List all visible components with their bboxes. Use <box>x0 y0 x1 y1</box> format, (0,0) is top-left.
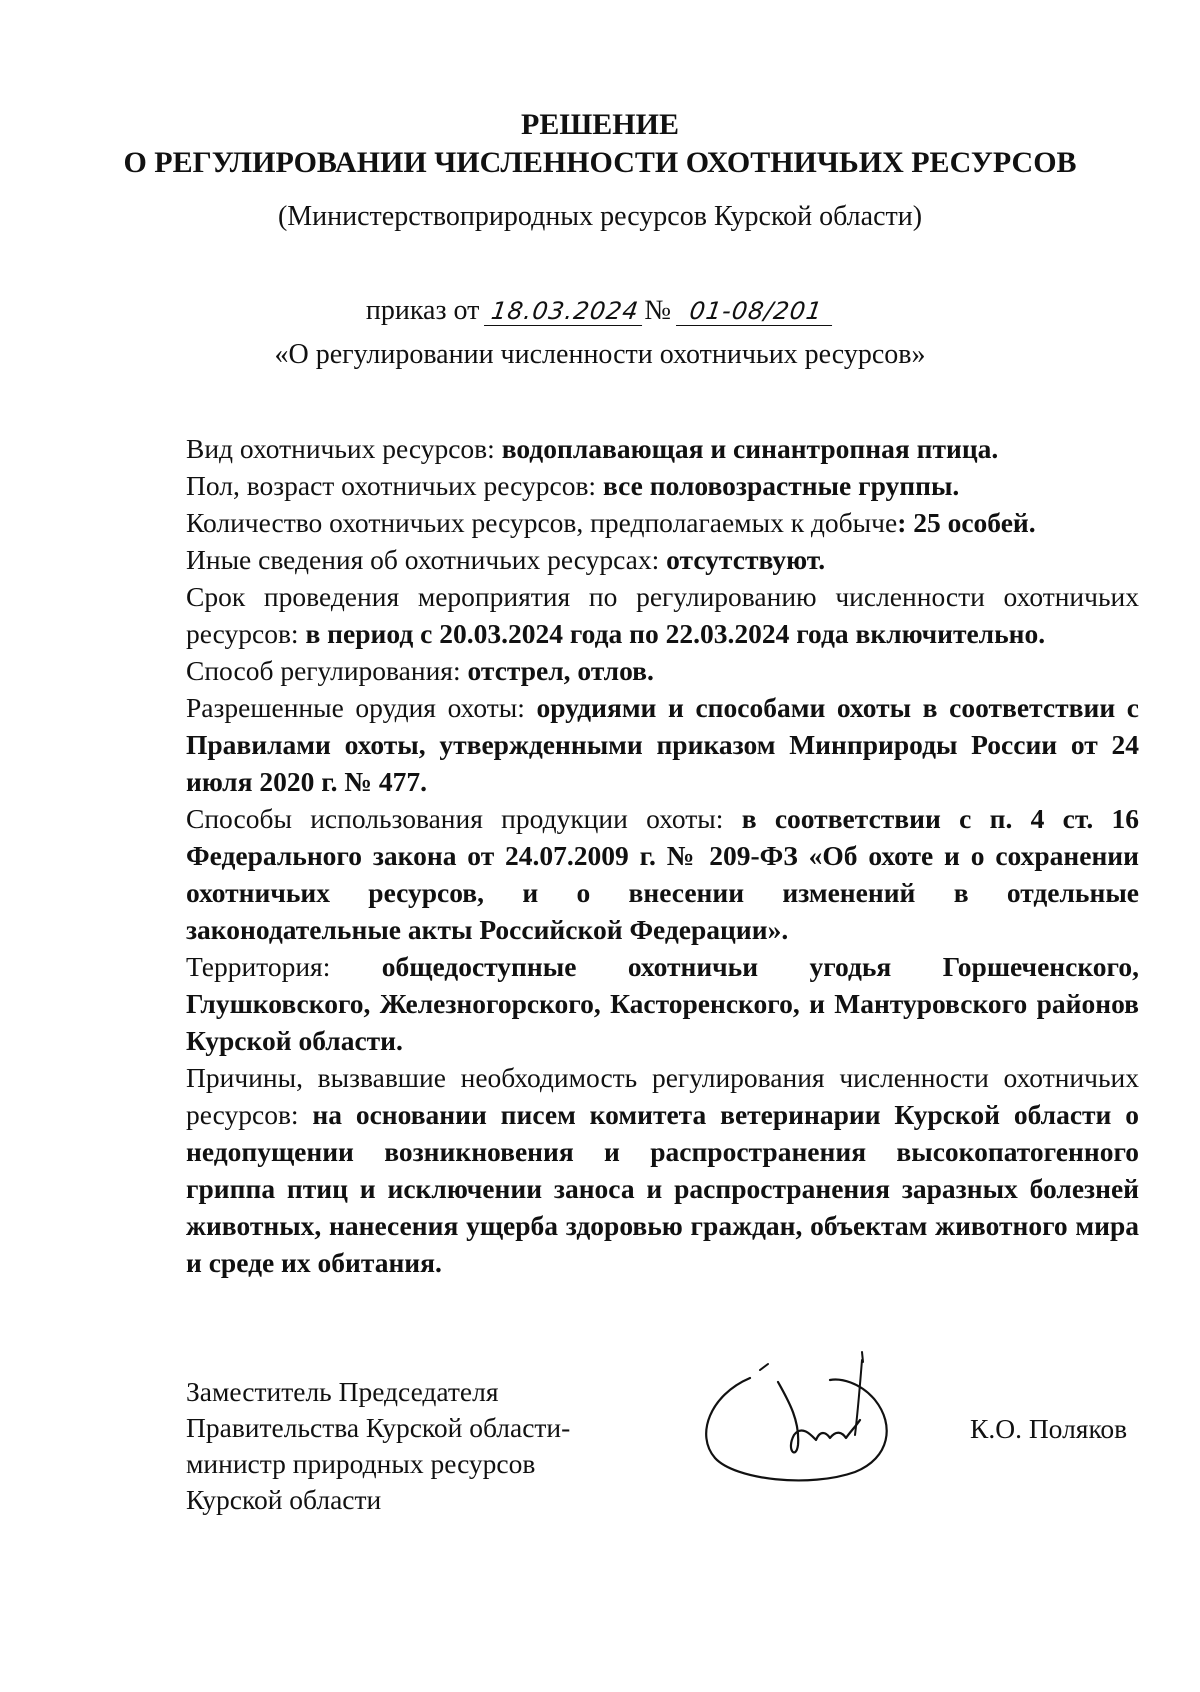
decision-fields <box>186 430 1139 1281</box>
field-label: Способы использования продукции охоты: <box>186 803 742 834</box>
order-date: 18.03.2024 <box>484 297 646 326</box>
field-label: Вид охотничьих ресурсов: <box>186 433 502 464</box>
order-prefix: приказ от <box>365 295 480 326</box>
field-value: орудиями и способами охоты в соответствии с Правилами охоты, утвержденными приказом Минприроды России от 24 июля 2020 г. № 477. <box>186 692 1139 797</box>
order-title: «О регулировании численности охотничьих ресурсов» <box>274 339 926 370</box>
order-number-sign: № <box>644 295 672 326</box>
field-value: : 25 особей. <box>897 507 1036 538</box>
field-quantity <box>186 504 1139 541</box>
field-value: все половозрастные группы. <box>602 470 960 501</box>
field-period <box>186 578 1139 652</box>
field-label: Иные сведения об охотничьих ресурсах: <box>186 544 667 575</box>
field-label: Территория: <box>186 951 382 982</box>
handwritten-signature <box>690 1340 910 1500</box>
position-line: Заместитель Председателя <box>186 1376 499 1407</box>
field-value: отстрел, отлов. <box>467 655 654 686</box>
field-value: водоплавающая и синантропная птица. <box>501 433 999 464</box>
field-other-info <box>186 541 1139 578</box>
document-subtitle: О РЕГУЛИРОВАНИИ ЧИСЛЕННОСТИ ОХОТНИЧЬИХ РЕСУРСОВ <box>123 146 1077 179</box>
field-value: общедоступные охотничьи угодья Горшеченского, Глушковского, Железногорского, Касторенского, и Мантуровского районов Курской области. <box>186 951 1139 1056</box>
ministry-line: (Министерствоприродных ресурсов Курской области) <box>277 201 923 232</box>
field-label: Разрешенные орудия охоты: <box>186 692 537 723</box>
field-species <box>186 430 1139 467</box>
signatory-position <box>186 1374 570 1518</box>
field-usage <box>186 800 1139 948</box>
position-line: Правительства Курской области- <box>186 1412 571 1443</box>
position-line: Курской области <box>186 1484 382 1515</box>
field-sex-age <box>186 467 1139 504</box>
field-value: в соответствии с п. 4 ст. 16 Федерального закона от 24.07.2009 г. № 209-ФЗ «Об охоте и о сохранении охотничьих ресурсов, и о внесении изменений в отдельные законодательные акты Российской Федерации». <box>186 803 1139 945</box>
order-line <box>0 293 1200 329</box>
field-label: Пол, возраст охотничьих ресурсов: <box>186 470 603 501</box>
field-label: Количество охотничьих ресурсов, предполагаемых к добыче <box>186 507 898 538</box>
position-line: министр природных ресурсов <box>186 1448 536 1479</box>
field-tools <box>186 689 1139 800</box>
field-value: в период с 20.03.2024 года по 22.03.2024 года включительно. <box>305 618 1046 649</box>
document-title: РЕШЕНИЕ <box>521 108 679 141</box>
field-label: Срок проведения мероприятия по регулированию численности охотничьих ресурсов: <box>186 581 1139 649</box>
field-reasons <box>186 1059 1139 1281</box>
field-value: отсутствуют. <box>666 544 826 575</box>
order-number: 01-08/201 <box>676 297 836 326</box>
signatory-name: К.О. Поляков <box>970 1413 1128 1444</box>
field-label: Способ регулирования: <box>186 655 468 686</box>
field-territory <box>186 948 1139 1059</box>
field-label: Причины, вызвавшие необходимость регулирования численности охотничьих ресурсов: <box>186 1062 1139 1130</box>
field-method <box>186 652 1139 689</box>
field-value: на основании писем комитета ветеринарии Курской области о недопущении возникновения и распространения высокопатогенного гриппа птиц и исключении заноса и распространения заразных болезней животных, нанесения ущерба здоровью граждан, объектам животного мира и среде их обитания. <box>186 1099 1139 1278</box>
